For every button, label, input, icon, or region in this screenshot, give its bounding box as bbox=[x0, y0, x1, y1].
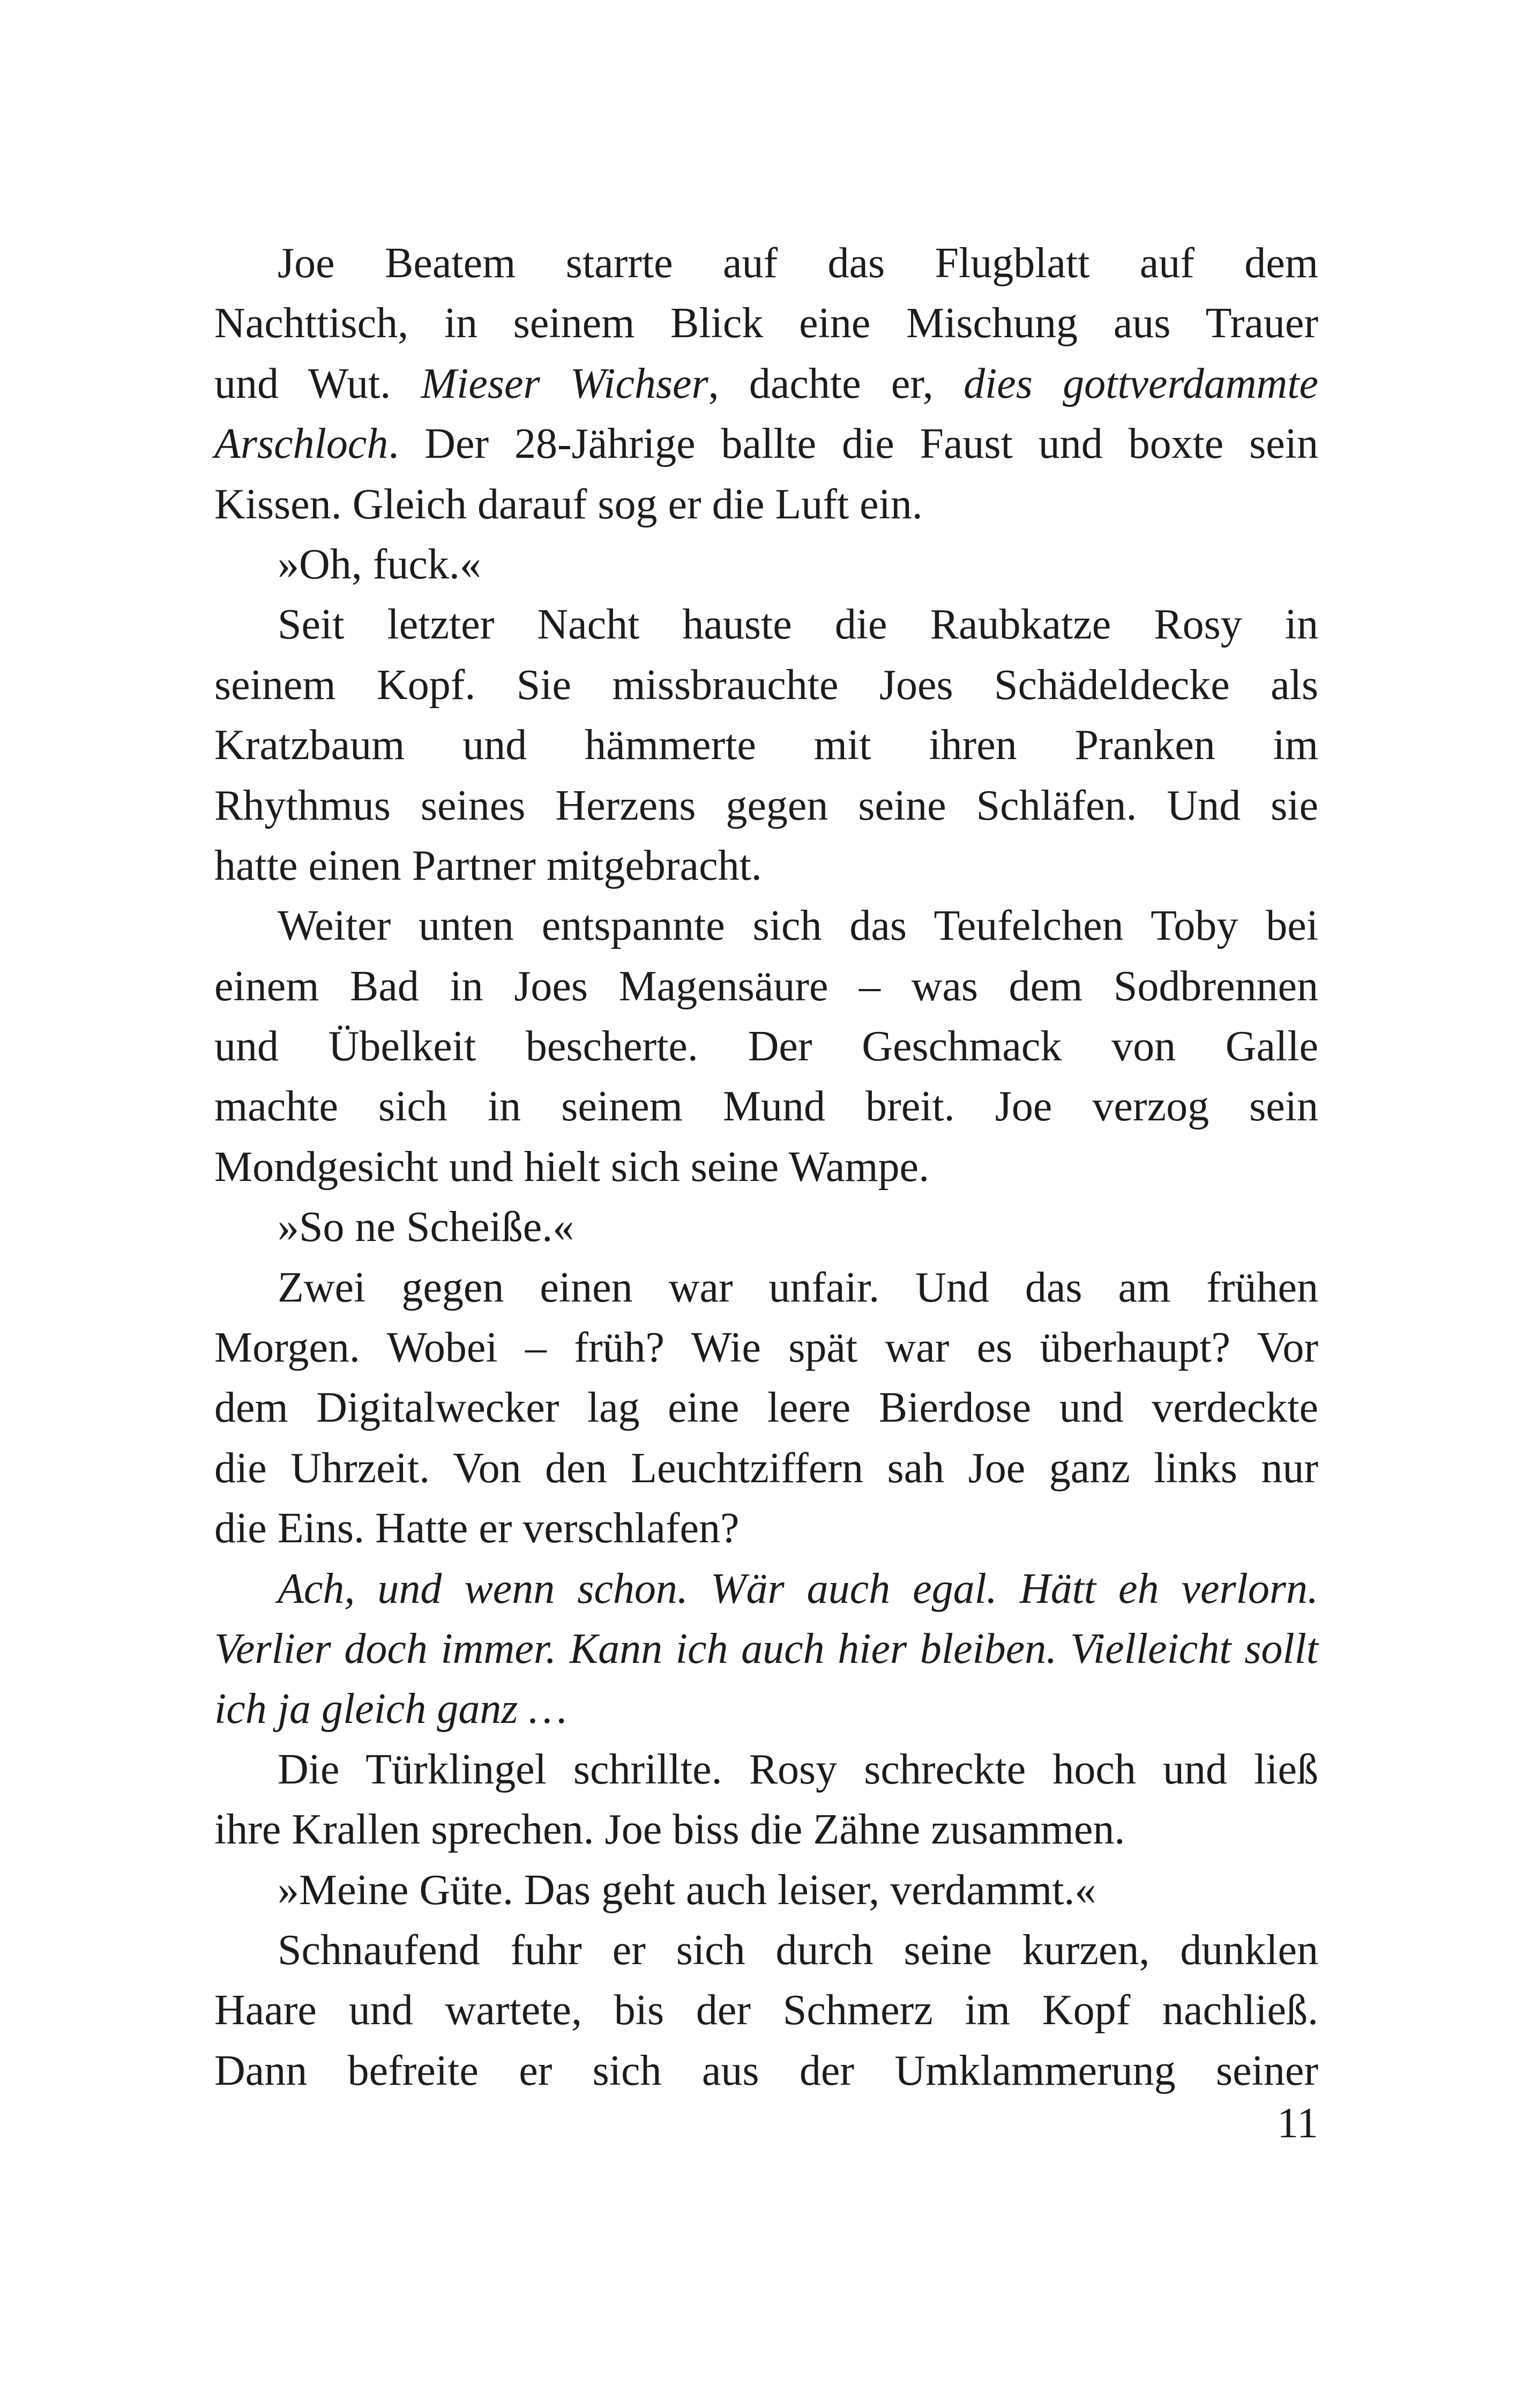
text-line bbox=[214, 1016, 1318, 1076]
text-run: , dachte er, bbox=[708, 360, 964, 407]
italic-text: Arschloch bbox=[214, 420, 389, 468]
text-line bbox=[214, 1076, 1318, 1136]
text-line bbox=[214, 594, 1318, 655]
text-run: »Meine Güte. Das geht auch leiser, verdammt.« bbox=[278, 1866, 1096, 1914]
text-line bbox=[214, 1498, 1318, 1558]
text-line bbox=[214, 354, 1318, 414]
body-text bbox=[214, 233, 1318, 2101]
text-line bbox=[214, 1740, 1318, 1800]
text-run: »So ne Scheiße.« bbox=[278, 1203, 574, 1251]
text-line bbox=[214, 1800, 1318, 1860]
text-line bbox=[214, 956, 1318, 1016]
text-line bbox=[214, 655, 1318, 715]
text-run: die Eins. Hatte er verschlafen? bbox=[214, 1505, 740, 1552]
text-line bbox=[214, 1137, 1318, 1197]
text-line bbox=[214, 534, 1318, 594]
text-line bbox=[214, 1619, 1318, 1679]
italic-text: Verlier doch immer. Kann ich auch hier bleiben. Vielleicht sollt bbox=[214, 1625, 1318, 1673]
text-line bbox=[214, 1438, 1318, 1498]
text-run: Mondgesicht und hielt sich seine Wampe. bbox=[214, 1143, 930, 1191]
italic-text: ich ja gleich ganz … bbox=[214, 1685, 567, 1733]
text-run: Die Türklingel schrillte. Rosy schreckte hoch und ließ bbox=[278, 1745, 1318, 1793]
text-line bbox=[214, 1980, 1318, 2040]
text-line bbox=[214, 1559, 1318, 1619]
text-run: Schnaufend fuhr er sich durch seine kurzen, dunklen bbox=[278, 1926, 1318, 1974]
text-run: Haare und wartete, bis der Schmerz im Kopf nachließ. bbox=[214, 1987, 1318, 2034]
text-run: machte sich in seinem Mund breit. Joe verzog sein bbox=[214, 1083, 1318, 1131]
text-line bbox=[214, 1318, 1318, 1378]
text-line bbox=[214, 776, 1318, 836]
text-run: Kissen. Gleich darauf sog er die Luft ein. bbox=[214, 480, 923, 528]
text-run: Kratzbaum und hämmerte mit ihren Pranken im bbox=[214, 722, 1318, 769]
text-line bbox=[214, 1197, 1318, 1257]
text-run: Zwei gegen einen war unfair. Und das am frühen bbox=[278, 1264, 1318, 1311]
text-line bbox=[214, 474, 1318, 534]
text-run: . Der 28-Jährige ballte die Faust und boxte sein bbox=[388, 420, 1318, 468]
text-line bbox=[214, 715, 1318, 775]
text-run: seinem Kopf. Sie missbrauchte Joes Schädeldecke als bbox=[214, 661, 1318, 709]
text-line bbox=[214, 233, 1318, 293]
text-run: Nachttisch, in seinem Blick eine Mischung aus Trauer bbox=[214, 300, 1318, 347]
text-line bbox=[214, 1258, 1318, 1318]
text-line bbox=[214, 896, 1318, 956]
text-run: die Uhrzeit. Von den Leuchtziffern sah Joe ganz links nur bbox=[214, 1444, 1318, 1492]
text-line bbox=[214, 1920, 1318, 1980]
text-run: Morgen. Wobei – früh? Wie spät war es überhaupt? Vor bbox=[214, 1324, 1318, 1372]
text-line bbox=[214, 293, 1318, 353]
text-run: und Wut. bbox=[214, 360, 421, 407]
text-run: hatte einen Partner mitgebracht. bbox=[214, 842, 762, 889]
italic-text: Ach, und wenn schon. Wär auch egal. Hätt eh verlorn. bbox=[278, 1565, 1318, 1612]
text-line bbox=[214, 1679, 1318, 1739]
text-run: und Übelkeit bescherte. Der Geschmack von Galle bbox=[214, 1023, 1318, 1071]
text-line bbox=[214, 1378, 1318, 1438]
text-run: Joe Beatem starrte auf das Flugblatt auf dem bbox=[278, 240, 1318, 287]
text-run: Rhythmus seines Herzens gegen seine Schläfen. Und sie bbox=[214, 782, 1318, 829]
text-run: einem Bad in Joes Magensäure – was dem Sodbrennen bbox=[214, 962, 1318, 1010]
text-line bbox=[214, 836, 1318, 896]
text-run: »Oh, fuck.« bbox=[278, 540, 481, 588]
page-number: 11 bbox=[1276, 2100, 1318, 2147]
text-line bbox=[214, 1860, 1318, 1920]
italic-text: dies gottverdammte bbox=[964, 360, 1318, 407]
text-run: Dann befreite er sich aus der Umklammerung seiner bbox=[214, 2047, 1318, 2094]
text-line bbox=[214, 2041, 1318, 2101]
text-run: Weiter unten entspannte sich das Teufelchen Toby bei bbox=[278, 902, 1318, 950]
text-run: Seit letzter Nacht hauste die Raubkatze Rosy in bbox=[278, 601, 1318, 649]
italic-text: Mieser Wichser bbox=[421, 360, 708, 407]
text-line bbox=[214, 414, 1318, 474]
text-run: dem Digitalwecker lag eine leere Bierdose und verdeckte bbox=[214, 1384, 1318, 1432]
text-run: ihre Krallen sprechen. Joe biss die Zähne zusammen. bbox=[214, 1806, 1125, 1854]
